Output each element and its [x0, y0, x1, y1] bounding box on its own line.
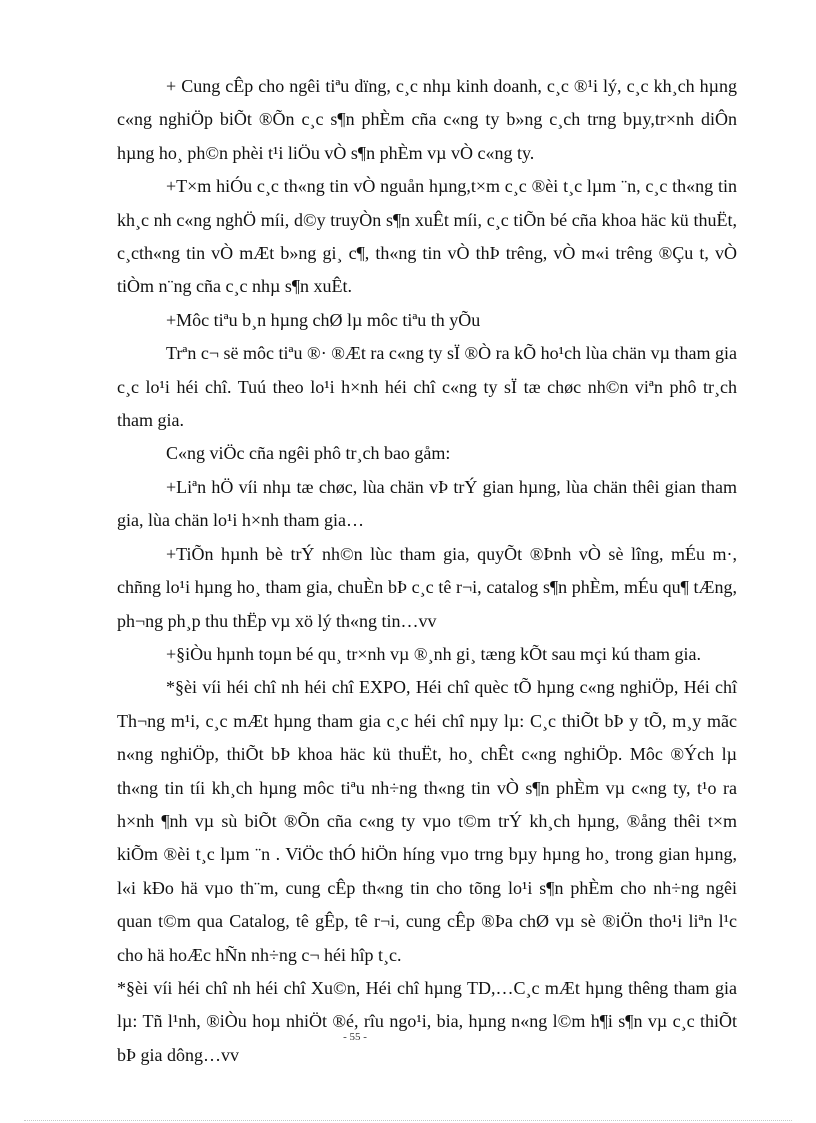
- paragraph: +TiÕn hµnh bè trÝ nh©n lùc tham gia, quyÕt ®Þnh vÒ sè lîng, mÉu m·, chñng lo¹i hµng ho¸ tham gia, chuÈn bÞ c¸c tê r¬i, catalog s¶n phÈm, mÉu qu¶ tÆng, ph¬ng ph¸p thu thËp vµ xö lý th«ng tin…vv: [117, 543, 737, 631]
- document-body: [117, 70, 737, 1072]
- paragraph: + Cung cÊp cho ngêi tiªu dïng, c¸c nhµ kinh doanh, c¸c ®¹i lý, c¸c kh¸ch hµng c«ng nghiÖp biÕt ®Õn c¸c s¶n phÈm cña c«ng ty b»ng c¸ch trng bµy,tr×nh diÔn hµng ho¸ ph©n phèi t¹i liÖu vÒ s¶n phÈm vµ vÒ c«ng ty.: [117, 76, 737, 163]
- paragraph: +Môc tiªu b¸n hµng chØ lµ môc tiªu th yÕu: [166, 309, 481, 330]
- page-number: - 55 -: [343, 1031, 367, 1043]
- paragraph: C«ng viÖc cña ngêi phô tr¸ch bao gåm:: [166, 443, 451, 464]
- paragraph: *§èi víi héi chî nh héi chî EXPO, Héi chî quèc tÕ hµng c«ng nghiÖp, Héi chî Th¬ng m¹i, c¸c mÆt hµng tham gia c¸c héi chî nµy lµ: C¸c thiÕt bÞ y tÕ, m¸y mãc n«ng nghiÖp, thiÕt bÞ khoa häc kü thuËt, ho¸ chÊt c«ng nghiÖp. Môc ®Ých lµ th«ng tin tíi kh¸ch hµng môc tiªu nh÷ng th«ng tin vÒ s¶n phÈm vµ c«ng ty, t¹o ra h×nh ¶nh vµ sù biÕt ®Õn cña c«ng ty vµo t©m trÝ kh¸ch hµng, ®ång thêi t×m kiÕm ®èi t¸c lµm ¨n . ViÖc thÓ hiÖn híng vµo trng bµy hµng ho¸ trong gian hµng, l«i kÐo hä vµo th¨m, cung cÊp th«ng tin cho tõng lo¹i s¶n phÈm cho nh÷ng ngêi quan t©m qua Catalog, tê gÊp, tê r¬i, cung cÊp ®Þa chØ vµ sè ®iÖn tho¹i liªn l¹c cho hä hoÆc hÑn nh÷ng c¬ héi hîp t¸c.: [117, 677, 737, 965]
- paragraph: Trªn c¬ së môc tiªu ®· ®Æt ra c«ng ty sÏ ®Ò ra kÕ ho¹ch lùa chän vµ tham gia c¸c lo¹i héi chî. Tuú theo lo¹i h×nh héi chî c«ng ty sÏ tæ chøc nh©n viªn phô tr¸ch tham gia.: [117, 343, 737, 431]
- paragraph: +§iÒu hµnh toµn bé qu¸ tr×nh vµ ®¸nh gi¸ tæng kÕt sau mçi kú tham gia.: [166, 643, 702, 664]
- footer-divider: [24, 1120, 792, 1121]
- paragraph: *§èi víi héi chî nh héi chî Xu©n, Héi chî hµng TD,…C¸c mÆt hµng thêng tham gia lµ: Tñ l¹nh, ®iÒu hoµ nhiÖt ®é, rîu ngo¹i, bia, hµng n«ng l©m h¶i s¶n vµ c¸c thiÕt bÞ gia dông…vv: [117, 977, 737, 1065]
- paragraph: +Liªn hÖ víi nhµ tæ chøc, lùa chän vÞ trÝ gian hµng, lùa chän thêi gian tham gia, lùa chän lo¹i h×nh tham gia…: [117, 476, 737, 531]
- paragraph: +T×m hiÓu c¸c th«ng tin vÒ nguån hµng,t×m c¸c ®èi t¸c lµm ¨n, c¸c th«ng tin kh¸c nh c«ng nghÖ míi, d©y truyÒn s¶n xuÊt míi, c¸c tiÕn bé cña khoa häc kü thuËt, c¸cth«ng tin vÒ mÆt b»ng gi¸ c¶, th«ng tin vÒ thÞ trêng, vÒ m«i trêng ®Çu t, vÒ tiÒm n¨ng cña c¸c nhµ s¶n xuÊt.: [117, 176, 737, 297]
